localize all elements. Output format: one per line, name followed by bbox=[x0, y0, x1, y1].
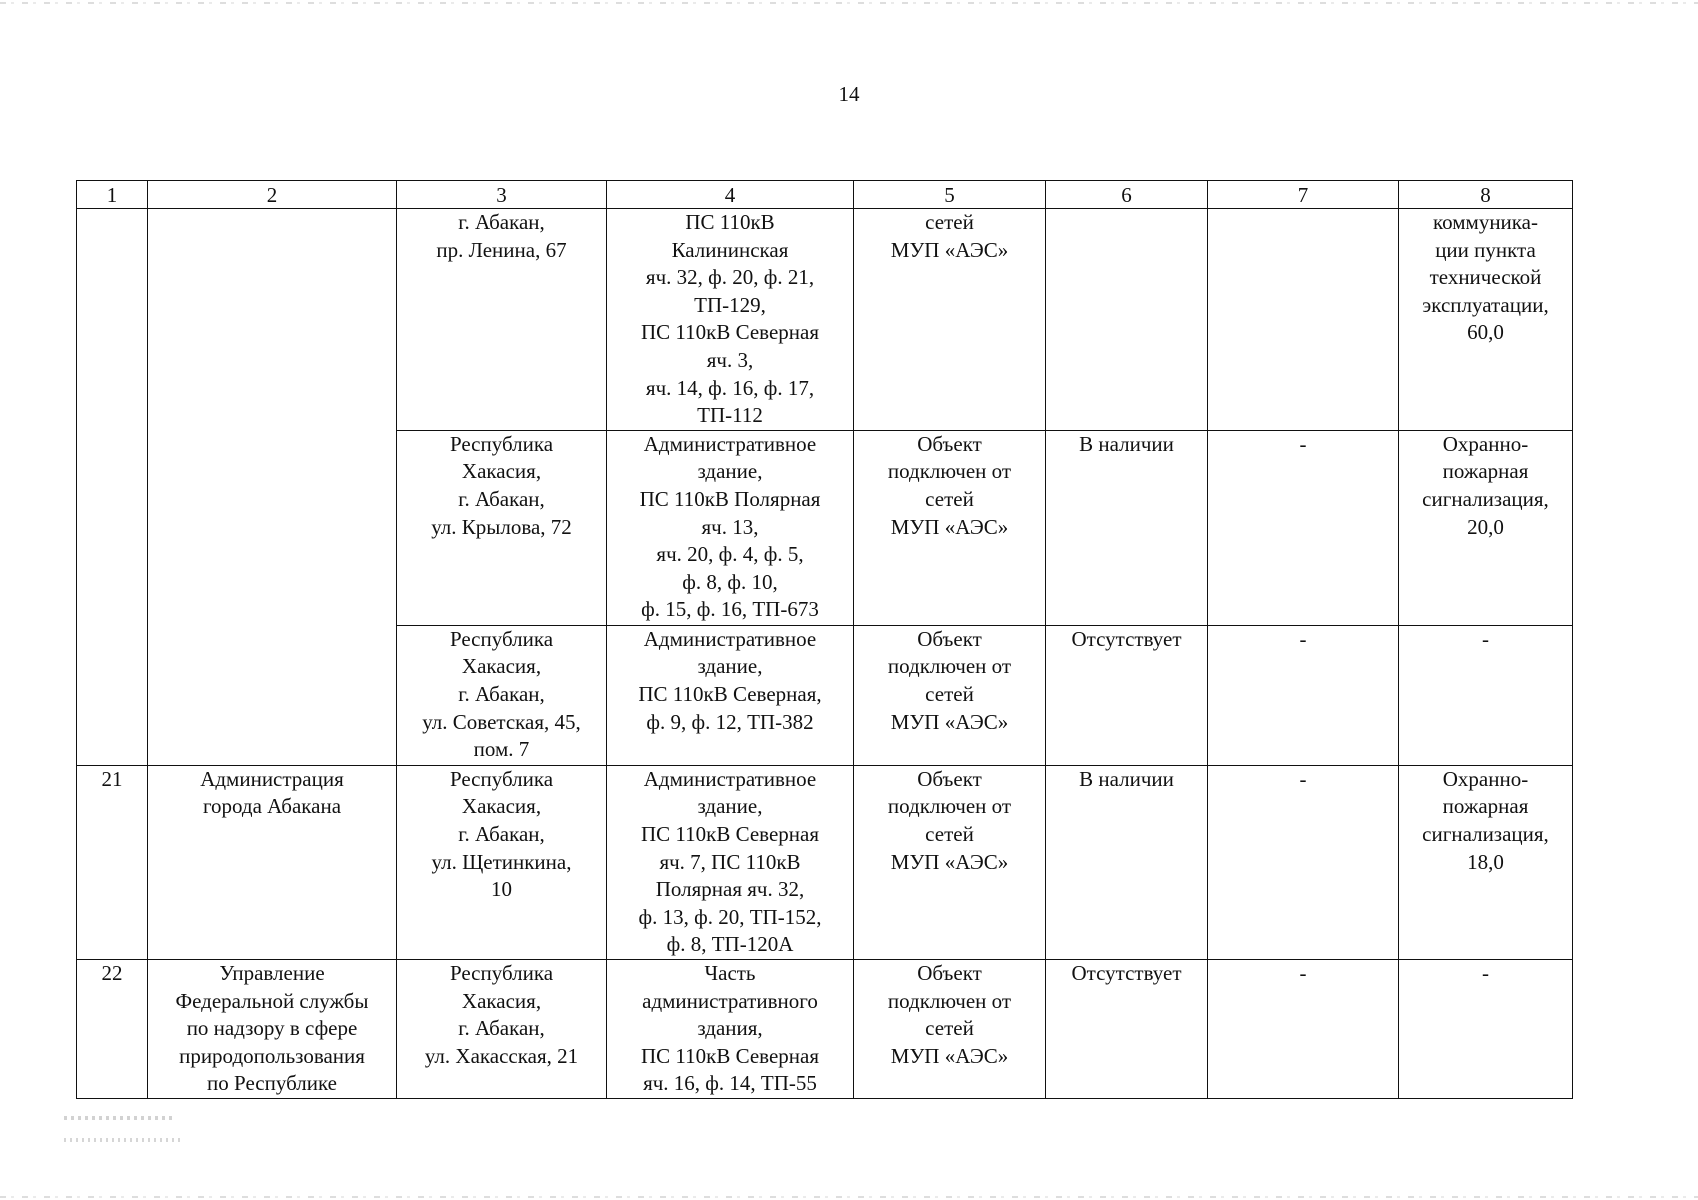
table-row bbox=[77, 959, 1573, 1098]
power-supply-cell: ПС 110кВ Калининская яч. 32, ф. 20, ф. 21, ТП-129, ПС 110кВ Северная яч. 3, яч. 14, ф. 16, ф. 17, ТП-112 bbox=[607, 209, 854, 431]
connection-cell: Объект подключен от сетей МУП «АЭС» bbox=[854, 959, 1046, 1098]
availability-cell: Отсутствует bbox=[1046, 625, 1208, 765]
table-row bbox=[77, 765, 1573, 959]
availability-cell bbox=[1046, 209, 1208, 431]
connection-cell: Объект подключен от сетей МУП «АЭС» bbox=[854, 765, 1046, 959]
row-number-cell: 22 bbox=[77, 959, 148, 1098]
column-header: 2 bbox=[148, 181, 397, 209]
column-header: 5 bbox=[854, 181, 1046, 209]
availability-cell: Отсутствует bbox=[1046, 959, 1208, 1098]
column-7-cell: - bbox=[1208, 430, 1399, 625]
security-system-cell: - bbox=[1399, 625, 1573, 765]
connection-cell: Объект подключен от сетей МУП «АЭС» bbox=[854, 430, 1046, 625]
connection-cell: Объект подключен от сетей МУП «АЭС» bbox=[854, 625, 1046, 765]
scan-stamp-mark bbox=[64, 1112, 194, 1148]
address-cell: Республика Хакасия, г. Абакан, ул. Советская, 45, пом. 7 bbox=[397, 625, 607, 765]
availability-cell: В наличии bbox=[1046, 430, 1208, 625]
column-7-cell: - bbox=[1208, 959, 1399, 1098]
security-system-cell: - bbox=[1399, 959, 1573, 1098]
power-supply-cell: Административное здание, ПС 110кВ Полярная яч. 13, яч. 20, ф. 4, ф. 5, ф. 8, ф. 10, ф. 15, ф. 16, ТП-673 bbox=[607, 430, 854, 625]
address-cell: Республика Хакасия, г. Абакан, ул. Хакасская, 21 bbox=[397, 959, 607, 1098]
table-header-row bbox=[77, 181, 1573, 209]
organization-cell: Управление Федеральной службы по надзору в сфере природопользования по Республике bbox=[148, 959, 397, 1098]
row-number-cell: 21 bbox=[77, 765, 148, 959]
security-system-cell: Охранно- пожарная сигнализация, 18,0 bbox=[1399, 765, 1573, 959]
organization-cell bbox=[148, 209, 397, 766]
power-supply-cell: Часть административного здания, ПС 110кВ Северная яч. 16, ф. 14, ТП-55 bbox=[607, 959, 854, 1098]
row-number-cell bbox=[77, 209, 148, 766]
column-header: 1 bbox=[77, 181, 148, 209]
scan-artifact-bottom bbox=[0, 1196, 1698, 1198]
column-header: 3 bbox=[397, 181, 607, 209]
availability-cell: В наличии bbox=[1046, 765, 1208, 959]
connection-cell: сетей МУП «АЭС» bbox=[854, 209, 1046, 431]
column-header: 8 bbox=[1399, 181, 1573, 209]
column-7-cell bbox=[1208, 209, 1399, 431]
power-supply-cell: Административное здание, ПС 110кВ Северная, ф. 9, ф. 12, ТП-382 bbox=[607, 625, 854, 765]
address-cell: Республика Хакасия, г. Абакан, ул. Щетинкина, 10 bbox=[397, 765, 607, 959]
security-system-cell: Охранно- пожарная сигнализация, 20,0 bbox=[1399, 430, 1573, 625]
page-number: 14 bbox=[838, 82, 860, 106]
column-7-cell: - bbox=[1208, 625, 1399, 765]
objects-table bbox=[76, 180, 1573, 1099]
column-header: 6 bbox=[1046, 181, 1208, 209]
address-cell: Республика Хакасия, г. Абакан, ул. Крылова, 72 bbox=[397, 430, 607, 625]
table-row bbox=[77, 209, 1573, 431]
power-supply-cell: Административное здание, ПС 110кВ Северная яч. 7, ПС 110кВ Полярная яч. 32, ф. 13, ф. 20, ТП-152, ф. 8, ТП-120А bbox=[607, 765, 854, 959]
column-header: 7 bbox=[1208, 181, 1399, 209]
scan-artifact-top bbox=[0, 2, 1698, 4]
address-cell: г. Абакан, пр. Ленина, 67 bbox=[397, 209, 607, 431]
column-7-cell: - bbox=[1208, 765, 1399, 959]
organization-cell: Администрация города Абакана bbox=[148, 765, 397, 959]
column-header: 4 bbox=[607, 181, 854, 209]
security-system-cell: коммуника- ции пункта технической эксплуатации, 60,0 bbox=[1399, 209, 1573, 431]
